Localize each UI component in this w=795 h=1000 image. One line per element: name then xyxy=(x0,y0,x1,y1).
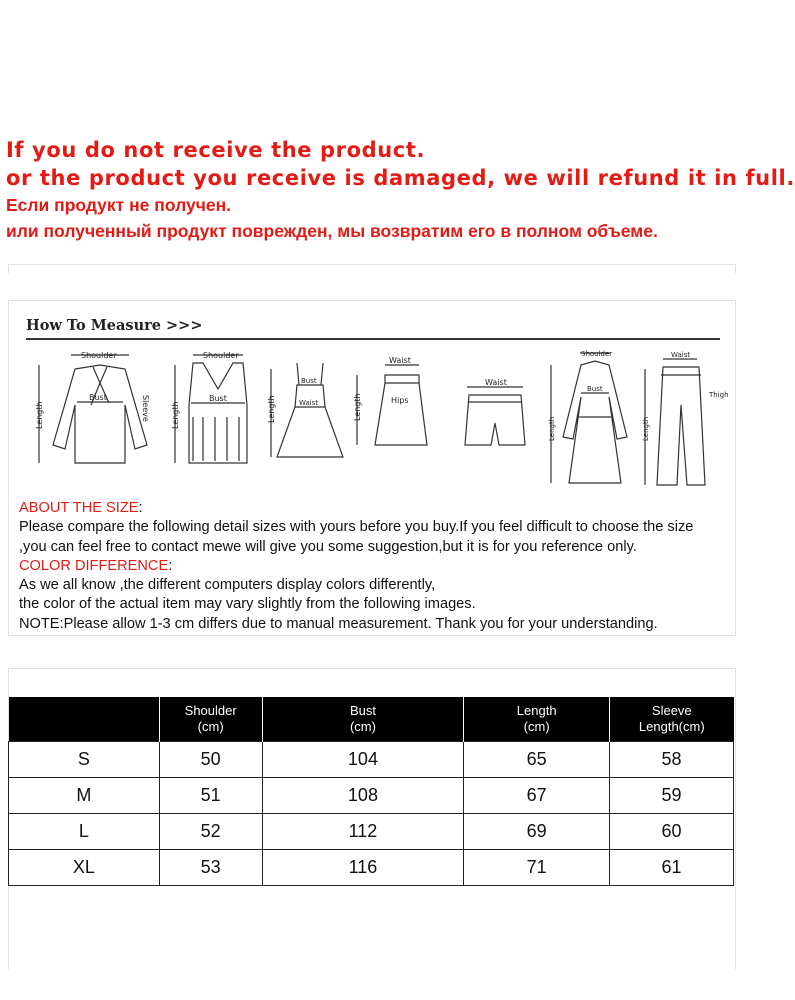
trench-coat-figure xyxy=(548,350,627,483)
measurement-illustrations xyxy=(25,345,729,495)
size-cell: L xyxy=(9,814,160,850)
table-row xyxy=(9,778,734,814)
notice-line-1: If you do not receive the product. xyxy=(6,138,426,162)
size-table xyxy=(8,697,734,886)
svg-text:Waist: Waist xyxy=(389,356,411,365)
svg-text:Waist: Waist xyxy=(299,399,319,407)
length-cell: 65 xyxy=(464,742,610,778)
svg-text:Length: Length xyxy=(171,401,180,429)
svg-text:Bust: Bust xyxy=(587,385,603,393)
length-cell: 69 xyxy=(464,814,610,850)
svg-text:Length: Length xyxy=(548,416,556,441)
notice-line-3: Если продукт не получен. xyxy=(6,195,232,215)
header-sleeve-length: Sleeve Length(cm) xyxy=(610,697,734,742)
svg-text:Bust: Bust xyxy=(209,394,227,403)
tank-top-figure xyxy=(171,351,247,463)
svg-text:Bust: Bust xyxy=(301,377,317,385)
table-row xyxy=(9,850,734,886)
blouse-figure xyxy=(35,351,150,463)
size-cell: XL xyxy=(9,850,160,886)
divider-box xyxy=(8,264,736,273)
bust-cell: 112 xyxy=(262,814,464,850)
measurement-note: NOTE:Please allow 1-3 cm differs due to manual measurement. Thank you for your understanding. xyxy=(19,615,658,632)
svg-text:Sleeve: Sleeve xyxy=(141,395,150,422)
size-table-header-row xyxy=(9,697,734,742)
svg-text:Thigh: Thigh xyxy=(709,391,729,399)
length-cell: 67 xyxy=(464,778,610,814)
header-size xyxy=(9,697,160,742)
notice-line-4: или полученный продукт поврежден, мы возвратим его в полном объеме. xyxy=(6,221,658,241)
bust-cell: 104 xyxy=(262,742,464,778)
bust-cell: 108 xyxy=(262,778,464,814)
skirt-figure xyxy=(353,356,427,445)
shoulder-cell: 53 xyxy=(159,850,262,886)
about-size-heading: ABOUT THE SIZE xyxy=(19,500,139,516)
svg-text:Hips: Hips xyxy=(391,396,409,405)
svg-text:Length: Length xyxy=(642,416,650,441)
svg-text:Shoulder: Shoulder xyxy=(81,351,117,360)
about-size-line-2: ,you can feel free to contact mewe will give you some suggestion,but it is for you reference only. xyxy=(19,538,637,555)
color-difference-heading: COLOR DIFFERENCE xyxy=(19,557,169,574)
svg-text:Shoulder: Shoulder xyxy=(581,350,613,358)
color-line-1: As we all know ,the different computers display colors differently, xyxy=(19,577,436,594)
shoulder-cell: 50 xyxy=(159,742,262,778)
trousers-figure xyxy=(642,351,729,485)
sleeve-cell: 59 xyxy=(610,778,734,814)
svg-text:Shoulder: Shoulder xyxy=(203,351,239,360)
sleeve-cell: 61 xyxy=(610,850,734,886)
shorts-figure xyxy=(465,378,525,445)
refund-notice xyxy=(6,136,795,244)
length-cell: 71 xyxy=(464,850,610,886)
svg-text:Waist: Waist xyxy=(671,351,691,359)
table-row xyxy=(9,742,734,778)
size-cell: S xyxy=(9,742,160,778)
svg-text:Waist: Waist xyxy=(485,378,507,387)
header-length: Length (cm) xyxy=(464,697,610,742)
shoulder-cell: 51 xyxy=(159,778,262,814)
size-cell: M xyxy=(9,778,160,814)
header-shoulder: Shoulder (cm) xyxy=(159,697,262,742)
how-to-measure-title: How To Measure >>> xyxy=(26,317,203,334)
header-bust: Bust (cm) xyxy=(262,697,464,742)
sleeve-cell: 58 xyxy=(610,742,734,778)
color-line-2: the color of the actual item may vary slightly from the following images. xyxy=(19,596,476,613)
title-rule xyxy=(26,338,720,340)
how-to-measure-panel xyxy=(8,300,736,636)
about-size-colon: : xyxy=(138,500,143,516)
about-size-line-1: Please compare the following detail sizes with yours before you buy.If you feel difficult to choose the size xyxy=(19,519,694,536)
sleeve-cell: 60 xyxy=(610,814,734,850)
svg-text:Length: Length xyxy=(35,401,44,429)
svg-text:Bust: Bust xyxy=(89,393,107,402)
slip-dress-figure xyxy=(267,363,343,457)
color-difference-colon: : xyxy=(168,557,173,574)
svg-text:Length: Length xyxy=(353,393,362,421)
table-row xyxy=(9,814,734,850)
shoulder-cell: 52 xyxy=(159,814,262,850)
size-info xyxy=(19,499,733,634)
svg-text:Length: Length xyxy=(267,395,276,423)
bust-cell: 116 xyxy=(262,850,464,886)
notice-line-2: or the product you receive is damaged, we will refund it in full. xyxy=(6,166,795,190)
